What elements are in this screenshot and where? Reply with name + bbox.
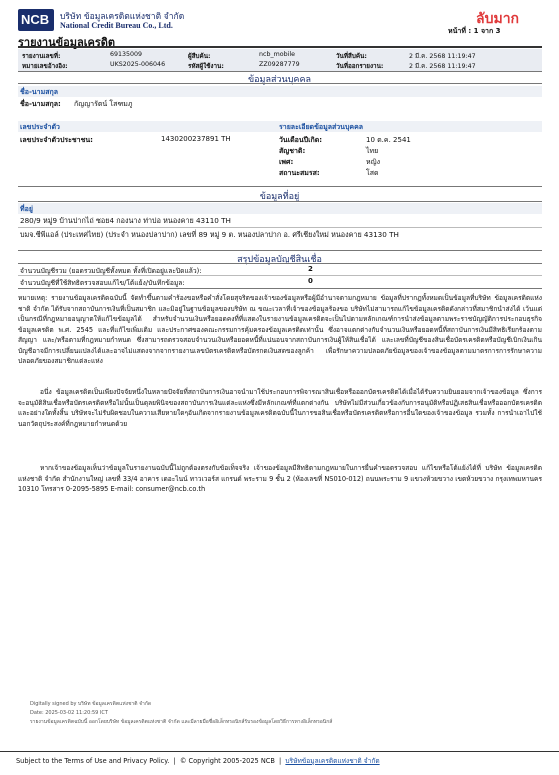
page-of: จาก [480, 27, 494, 35]
nationality-value: ไทย [366, 147, 379, 155]
member-code: ZZ09287779 [259, 61, 300, 68]
summary-divider [18, 288, 542, 289]
signature-line-1: Digitally signed by บริษัท ข้อมูลเครดิตแห่งชาติ จำกัด [30, 701, 152, 707]
member-ref: UKS2025-006046 [110, 61, 166, 68]
summary-divider [18, 275, 542, 276]
page-number: 1 [473, 27, 479, 35]
address-header-bar [18, 203, 542, 214]
footer-divider [0, 751, 559, 752]
section-divider [18, 201, 542, 202]
section-divider [18, 186, 542, 187]
disclaimer-paragraph-3: หากเจ้าของข้อมูลเห็นว่าข้อมูลในรายงานฉบับนี้ไม่ถูกต้องตรงกับข้อเท็จจริง เจ้าของข้อมูลมีสิทธิตามกฎหมายในการยื่นคำขอตรวจสอบ แก้ไขหรือโต้แย้งได้ที่ บริษัท ข้อมูลเครดิตแห่งชาติ จำกัด สำนักงานใหญ่ เลขที่ 33/4 อาคาร เดอะไนน์ ทาวเวอร์ส แกรนด์ พระราม 9 ชั้น 2 (ห้องเลขที่ NS010-012) ถนนพระราม 9 แขวงห้วยขวาง เขตห้วยขวาง กรุงเทพมหานคร 10310 โทรสาร 0-2095-5895 E-mail: consumer@ncb.co.th [18, 464, 542, 493]
signature-block [30, 700, 332, 727]
dob-label: วันเดือนปีเกิด: [279, 136, 323, 144]
inquiry-date: 2 มี.ค. 2568 11:19:47 [409, 53, 476, 60]
summary-row-2-label: จำนวนบัญชีที่ใช้สิทธิตรวจสอบแก้ไข/โต้แย้ง/บันทึกข้อมูล: [20, 279, 185, 287]
marital-value: โสด [366, 169, 379, 177]
address-line-2: บมจ.ซีพีแอล์ (ประเทศไทย) (ประจำ หนองปลาปาก) เลขที่ 89 หมู่ 9 ต. หนองปลาปาก อ. ศรีเชียงใหม่ หนองคาย 43130 TH [20, 230, 399, 239]
name-value: กัญญารัตน์ โสฑมภู [74, 100, 133, 108]
footer-company-link[interactable]: บริษัทข้อมูลเครดิตแห่งชาติ จำกัด [285, 757, 380, 765]
address-line-1: 280/9 หมู่9 บ้านปากไถ่ ซอย4 กองนาง ท่าบ่อ หนองคาย 43110 TH [20, 216, 231, 225]
nationality-label: สัญชาติ: [279, 147, 306, 155]
signature-line-2: Date: 2025-03-02 11:20:59 ICT [30, 710, 108, 716]
personal-detail-header: รายละเอียดข้อมูลส่วนบุคคล [279, 123, 364, 131]
dob-value: 10 ต.ค. 2541 [366, 136, 411, 144]
name-header: ชื่อ-นามสกุล [20, 88, 58, 96]
marital-label: สถานะสมรส: [279, 169, 320, 177]
id-header: เลขประจำตัว [20, 123, 60, 131]
user-label: ผู้สืบค้น: [188, 53, 211, 60]
gender-value: หญิง [366, 158, 380, 166]
report-no-label: รายงานเลขที่: [22, 53, 61, 60]
address-section-title: ข้อมูลที่อยู่ [259, 192, 300, 202]
name-label: ชื่อ-นามสกุล: [20, 100, 61, 108]
footer-separator: | [173, 757, 176, 765]
summary-row-1-label: จำนวนบัญชีรวม (ยอดรวมบัญชีทั้งหมด ทั้งที่เปิดอยู่และปิดแล้ว): [20, 267, 202, 275]
company-name-th: บริษัท ข้อมูลเครดิตแห่งชาติ จำกัด [60, 12, 185, 22]
footer [16, 755, 380, 766]
title-divider [18, 46, 542, 48]
signature-line-3: รายงานข้อมูลเครดิตฉบับนี้ ออกโดยบริษัท ข้อมูลเครดิตแห่งชาติ จำกัด และมีลายมือชื่ออิเล็กทรอนิกส์รับรองข้อมูลโดยวิธีการทางอิเล็กทรอนิกส์ [30, 719, 333, 725]
report-date: 2 มี.ค. 2568 11:19:47 [409, 63, 476, 70]
personal-section-title: ข้อมูลส่วนบุคคล [248, 75, 311, 85]
gender-label: เพศ: [279, 158, 294, 166]
member-ref-label: หมายเลขอ้างอิง: [22, 63, 68, 70]
section-divider [18, 263, 542, 264]
footer-terms-link[interactable]: Subject to the Terms of Use and Privacy Policy. [16, 757, 170, 765]
report-date-label: วันที่ออกรายงาน: [336, 63, 384, 70]
summary-section-title: สรุปข้อมูลบัญชีสินเชื่อ [237, 255, 322, 265]
address-header: ที่อยู่ [20, 205, 33, 213]
section-divider [18, 250, 542, 251]
ncb-logo [18, 9, 54, 31]
page-indicator [448, 26, 501, 37]
summary-row-1-value: 2 [308, 265, 313, 273]
member-code-label: รหัสผู้ใช้งาน: [188, 63, 224, 70]
report-no: 69135009 [110, 51, 143, 58]
id-value: 1430200237891 TH [161, 135, 231, 143]
disclaimer-paragraph-2: อนึ่ง ข้อมูลเครดิตเป็นเพียงปัจจัยหนึ่งในหลายปัจจัยที่สถาบันการเงินอาจนำมาใช้ประกอบการพิจารณาสินเชื่อหรือออกบัตรเครดิตได้เมื่อได้รับความยินยอมจากเจ้าของข้อมูล ซึ่งการจะอนุมัติสินเชื่อหรือบัตรเครดิตหรือไม่นั้นเป็นดุลยพินิจของสถาบันการเงินแต่ละแห่งซึ่งมีหลักเกณฑ์ที่แตกต่างกัน บริษัทไม่มีส่วนเกี่ยวข้องกับการอนุมัติหรือปฏิเสธสินเชื่อหรือออกบัตรเครดิตและอย่างใดทั้งสิ้น บริษัทจะไม่รับผิดชอบในความเสียหายใดๆอันเกิดจากรายงานข้อมูลเครดิตฉบับนี้ในการขอสินเชื่อหรือบัตรเครดิตหรือการอื่นใดของเจ้าของข้อมูล รวมทั้ง การนำเอาไปใช้นอกวัตถุประสงค์ที่กฎหมายกำหนดด้วย [18, 388, 542, 428]
address-divider [18, 227, 542, 228]
page-total: 3 [495, 27, 501, 35]
id-label: เลขประจำตัวประชาชน: [20, 136, 93, 144]
footer-copyright: © Copyright 2005-2025 NCB [179, 757, 275, 765]
report-title: รายงานข้อมูลเครดิต [18, 36, 116, 49]
company-name-en: National Credit Bureau Co., Ltd. [60, 21, 173, 30]
section-divider [18, 83, 542, 84]
user: ncb_mobile [259, 51, 295, 58]
report-meta [18, 49, 542, 71]
summary-row-2-value: 0 [308, 277, 313, 285]
footer-separator: | [279, 757, 282, 765]
disclaimer-paragraph-1: หมายเหตุ: รายงานข้อมูลเครดิตฉบับนี้ จัดทำขึ้นตามคำร้องขอหรือคำสั่งโดยสุจริตของเจ้าของข้อมูลหรือผู้มีอำนาจตามกฎหมาย ข้อมูลที่ปรากฏทั้งหมดเป็นข้อมูลที่บริษัท ข้อมูลเครดิตแห่งชาติ จำกัด ได้รับจากสถาบันการเงินที่เป็นสมาชิก และมิอยู่ในฐานข้อมูลของบริษัท ณ ขณะเวลาที่เจ้าของข้อมูลร้องขอ บริษัทไม่สามารถแก้ไขข้อมูลเครดิตดังกล่าวที่สมาชิกนำส่งได้ เว้นแต่เป็นกรณีที่กฎหมายอนุญาตให้แก้ไขข้อมูลได้ สำหรับจำนวนเงินหรือยอดคงที่ที่แสดงในรายงานข้อมูลเครดิตจะเป็นไปตามหลักเกณฑ์การนำส่งข้อมูลตามพระราชบัญญัติการประกอบธุรกิจข้อมูลเครดิต พ.ศ. 2545 และที่แก้ไขเพิ่มเติม และประกาศของคณะกรรมการคุ้มครองข้อมูลเครดิตเท่านั้น ซึ่งอาจแตกต่างกับจำนวนเงินหรือยอดหนี้ที่สถาบันการเงินมีสิทธิเรียกร้องตามสัญญา และ/หรือตามที่กฎหมายกำหนด ซึ่งสามารถตรวจสอบจำนวนเงินหรือยอดหนี้ที่แน่นอนจากสถาบันการเงินผู้ให้สินเชื่อได้ และเลขที่บัญชีของสินเชื่อบัตรเครดิตหรือบัญชีเบิกเงินเกินบัญชีอาจมีการเปลี่ยนแปลงได้และอาจไม่แสดงจากจากรายงานเลขบัตรเครดิตหรือบัตรกดเงินสดของลูกค้า เพื่อรักษาความปลอดภัยข้อมูลของเจ้าของข้อมูลตามมาตรการการรักษาความปลอดภัยของสมาชิกแต่ละแห่ง [18, 294, 542, 365]
name-header-bar [18, 86, 542, 97]
confidential-stamp: ลับมาก [476, 11, 520, 27]
page-label: หน้าที่ : [448, 27, 472, 35]
ncb-logo-text: NCB [21, 12, 50, 27]
inquiry-date-label: วันที่สืบค้น: [336, 53, 367, 60]
